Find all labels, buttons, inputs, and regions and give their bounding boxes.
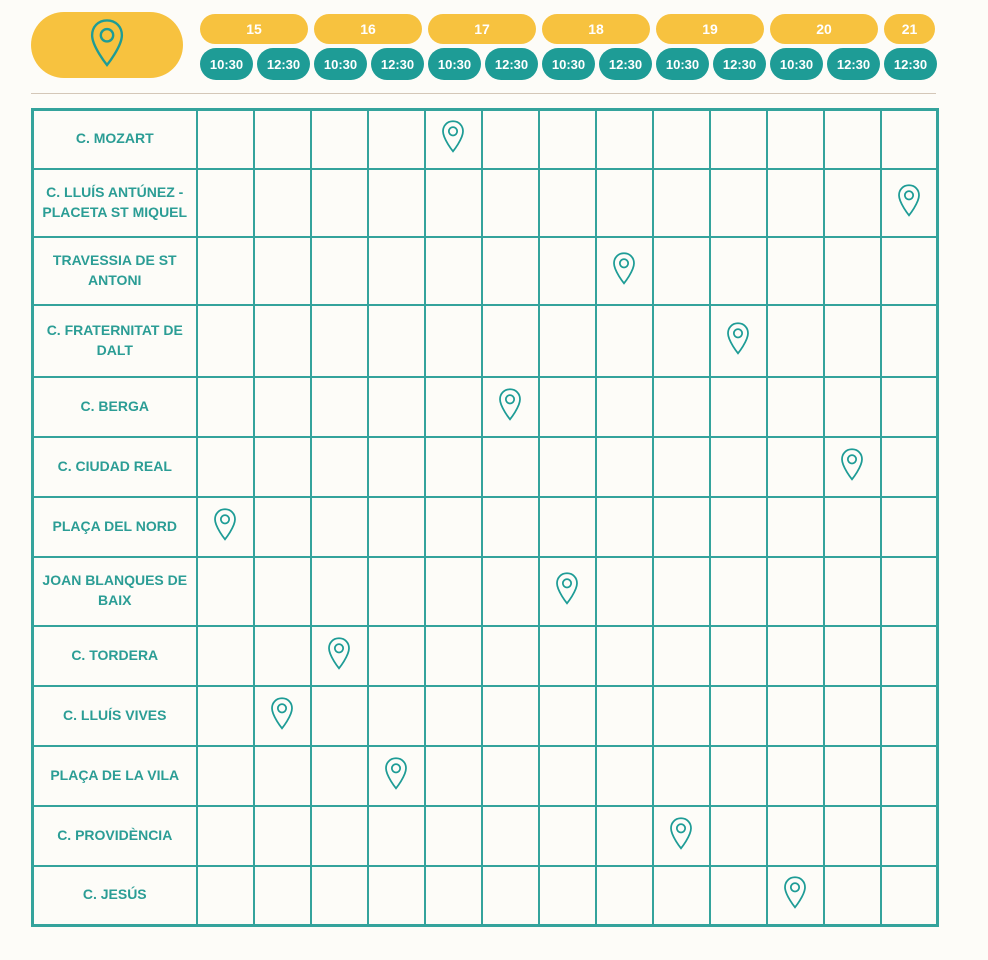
schedule-cell [710,686,767,746]
table-row [33,237,938,305]
schedule-cell [881,305,938,377]
schedule-cell [539,377,596,437]
street-label: C. FRATERNITAT DE DALT [33,305,197,377]
schedule-cell [596,237,653,305]
schedule-cell [596,806,653,866]
schedule-cell [653,746,710,806]
schedule-cell [824,305,881,377]
schedule-cell [710,746,767,806]
schedule-cell [596,110,653,169]
street-label: C. BERGA [33,377,197,437]
street-label: PLAÇA DEL NORD [33,497,197,557]
table-row [33,866,938,926]
table-row [33,557,938,626]
schedule-cell [824,746,881,806]
time-pill: 12:30 [371,48,424,80]
schedule-cell [311,305,368,377]
schedule-cell [197,377,254,437]
schedule-cell [254,237,311,305]
schedule-cell [881,866,938,926]
map-pin-icon [897,181,921,224]
time-pill: 12:30 [827,48,880,80]
street-label: TRAVESSIA DE ST ANTONI [33,237,197,305]
schedule-cell [425,237,482,305]
schedule-cell [767,110,824,169]
schedule-cell [767,437,824,497]
schedule-cell [653,237,710,305]
schedule-cell [311,746,368,806]
schedule-cell [767,557,824,626]
schedule-cell [368,305,425,377]
schedule-cell [596,626,653,686]
schedule-cell [596,377,653,437]
table-row [33,497,938,557]
schedule-cell [596,437,653,497]
schedule-cell [197,626,254,686]
table-row [33,746,938,806]
map-pin-icon [213,505,237,548]
schedule-cell [767,497,824,557]
schedule-cell [539,626,596,686]
schedule-cell [197,557,254,626]
map-pin-icon [726,319,750,362]
schedule-cell [539,497,596,557]
schedule-cell [653,806,710,866]
schedule-cell [482,110,539,169]
schedule-cell [425,746,482,806]
map-pin-icon [384,754,408,797]
schedule-cell [425,437,482,497]
time-pill: 12:30 [599,48,652,80]
day-pill-18: 18 [542,14,650,44]
schedule-cell [368,169,425,237]
schedule-cell [881,806,938,866]
schedule-cell [254,437,311,497]
schedule-cell [767,866,824,926]
schedule-cell [767,806,824,866]
schedule-cell [368,806,425,866]
schedule-cell [881,169,938,237]
schedule-cell [710,437,767,497]
day-pill-21: 21 [884,14,935,44]
schedule-cell [653,557,710,626]
street-label: C. CIUDAD REAL [33,437,197,497]
schedule-cell [254,806,311,866]
street-label: JOAN BLANQUES DE BAIX [33,557,197,626]
schedule-cell [824,497,881,557]
time-pill: 12:30 [713,48,766,80]
schedule-cell [539,746,596,806]
table-row [33,437,938,497]
time-pill: 10:30 [770,48,823,80]
schedule-cell [254,169,311,237]
schedule-cell [596,497,653,557]
schedule-cell [767,377,824,437]
schedule-cell [482,169,539,237]
schedule-cell [311,237,368,305]
street-label: C. PROVIDÈNCIA [33,806,197,866]
schedule-cell [425,866,482,926]
map-pin-icon [327,634,351,677]
schedule-cell [653,169,710,237]
time-pill: 10:30 [656,48,709,80]
schedule-cell [824,866,881,926]
schedule-cell [710,866,767,926]
schedule-cell [767,746,824,806]
schedule-cell [539,686,596,746]
street-label: PLAÇA DE LA VILA [33,746,197,806]
schedule-cell [425,626,482,686]
map-pin-icon [498,385,522,428]
time-pill: 10:30 [542,48,595,80]
table-row [33,686,938,746]
schedule-cell [881,746,938,806]
schedule-cell [482,305,539,377]
schedule-cell [653,866,710,926]
schedule-cell [767,686,824,746]
schedule-cell [311,686,368,746]
schedule-cell [368,237,425,305]
schedule-cell [539,305,596,377]
schedule-cell [482,377,539,437]
schedule-cell [824,110,881,169]
schedule-cell [881,377,938,437]
divider [31,93,936,94]
time-pill: 12:30 [884,48,937,80]
schedule-cell [596,557,653,626]
time-pill: 10:30 [428,48,481,80]
schedule-cell [254,497,311,557]
schedule-cell [197,237,254,305]
schedule-cell [311,437,368,497]
schedule-cell [767,237,824,305]
table-row [33,305,938,377]
schedule-cell [197,169,254,237]
schedule-cell [368,626,425,686]
map-pin-icon [669,814,693,857]
schedule-cell [197,686,254,746]
schedule-cell [539,237,596,305]
schedule-grid [31,108,939,927]
day-pill-16: 16 [314,14,422,44]
schedule-cell [482,806,539,866]
schedule-cell [197,497,254,557]
schedule-cell [881,437,938,497]
schedule-cell [197,305,254,377]
schedule-cell [881,110,938,169]
map-pin-icon [840,445,864,488]
schedule-cell [824,686,881,746]
schedule-cell [311,497,368,557]
schedule-cell [767,169,824,237]
map-pin-icon [783,874,807,917]
map-pin-icon [89,18,125,73]
schedule-cell [368,746,425,806]
table-row [33,169,938,237]
schedule-cell [881,237,938,305]
schedule-cell [710,169,767,237]
schedule-cell [254,110,311,169]
table-row [33,110,938,169]
schedule-cell [368,377,425,437]
schedule-cell [425,110,482,169]
schedule-cell [197,806,254,866]
schedule-cell [482,626,539,686]
schedule-cell [767,305,824,377]
schedule-cell [710,377,767,437]
table-row [33,626,938,686]
schedule-cell [311,806,368,866]
schedule-cell [254,686,311,746]
schedule-cell [710,806,767,866]
map-pin-icon [270,694,294,737]
schedule-cell [425,806,482,866]
table-row [33,377,938,437]
schedule-cell [653,686,710,746]
day-pill-20: 20 [770,14,878,44]
schedule-cell [311,377,368,437]
schedule-cell [311,626,368,686]
map-pin-icon [612,249,636,292]
schedule-cell [254,746,311,806]
schedule-cell [653,626,710,686]
schedule-cell [197,866,254,926]
schedule-cell [767,626,824,686]
schedule-cell [596,169,653,237]
schedule-cell [824,169,881,237]
street-label: C. LLUÍS VIVES [33,686,197,746]
schedule-cell [881,686,938,746]
schedule-cell [197,746,254,806]
schedule-cell [881,626,938,686]
schedule-cell [596,866,653,926]
schedule-cell [824,626,881,686]
schedule-cell [197,437,254,497]
table-row [33,806,938,866]
day-pill-17: 17 [428,14,536,44]
schedule-cell [653,305,710,377]
schedule-cell [653,437,710,497]
schedule-cell [824,237,881,305]
schedule-cell [368,557,425,626]
schedule-cell [197,110,254,169]
schedule-cell [710,237,767,305]
schedule-cell [539,866,596,926]
schedule-cell [482,437,539,497]
time-pill: 10:30 [200,48,253,80]
schedule-cell [824,806,881,866]
schedule-cell [482,866,539,926]
schedule-cell [368,497,425,557]
schedule-cell [596,305,653,377]
schedule-cell [254,557,311,626]
schedule-cell [881,557,938,626]
schedule-cell [254,866,311,926]
schedule-cell [311,169,368,237]
schedule-cell [368,866,425,926]
schedule-cell [539,557,596,626]
street-label: C. TORDERA [33,626,197,686]
schedule-cell [482,746,539,806]
schedule-cell [311,866,368,926]
street-label: C. MOZART [33,110,197,169]
schedule-cell [254,626,311,686]
schedule-cell [539,806,596,866]
time-pill: 12:30 [485,48,538,80]
schedule-cell [482,557,539,626]
time-pill: 10:30 [314,48,367,80]
street-label: C. LLUÍS ANTÚNEZ - PLACETA ST MIQUEL [33,169,197,237]
schedule-cell [482,237,539,305]
schedule-cell [425,497,482,557]
schedule-cell [482,686,539,746]
schedule-cell [539,437,596,497]
schedule-cell [710,305,767,377]
street-label: C. JESÚS [33,866,197,926]
time-pill: 12:30 [257,48,310,80]
map-pin-icon [441,118,465,161]
schedule-cell [311,110,368,169]
schedule-cell [539,110,596,169]
schedule-cell [881,497,938,557]
schedule-cell [368,437,425,497]
schedule-cell [710,110,767,169]
schedule-cell [482,497,539,557]
schedule-cell [596,746,653,806]
schedule-cell [824,437,881,497]
day-pill-19: 19 [656,14,764,44]
schedule-cell [425,377,482,437]
schedule-cell [254,305,311,377]
schedule-cell [596,686,653,746]
schedule-cell [824,557,881,626]
schedule-cell [425,557,482,626]
schedule-cell [368,686,425,746]
schedule-cell [425,169,482,237]
schedule-cell [653,377,710,437]
schedule-cell [710,557,767,626]
schedule-cell [653,497,710,557]
logo-badge [31,12,183,78]
schedule-cell [311,557,368,626]
schedule-cell [824,377,881,437]
schedule-cell [710,497,767,557]
schedule-cell [710,626,767,686]
schedule-cell [425,305,482,377]
schedule-cell [254,377,311,437]
schedule-cell [368,110,425,169]
schedule-cell [653,110,710,169]
schedule-cell [539,169,596,237]
map-pin-icon [555,570,579,613]
schedule-cell [425,686,482,746]
day-pill-15: 15 [200,14,308,44]
